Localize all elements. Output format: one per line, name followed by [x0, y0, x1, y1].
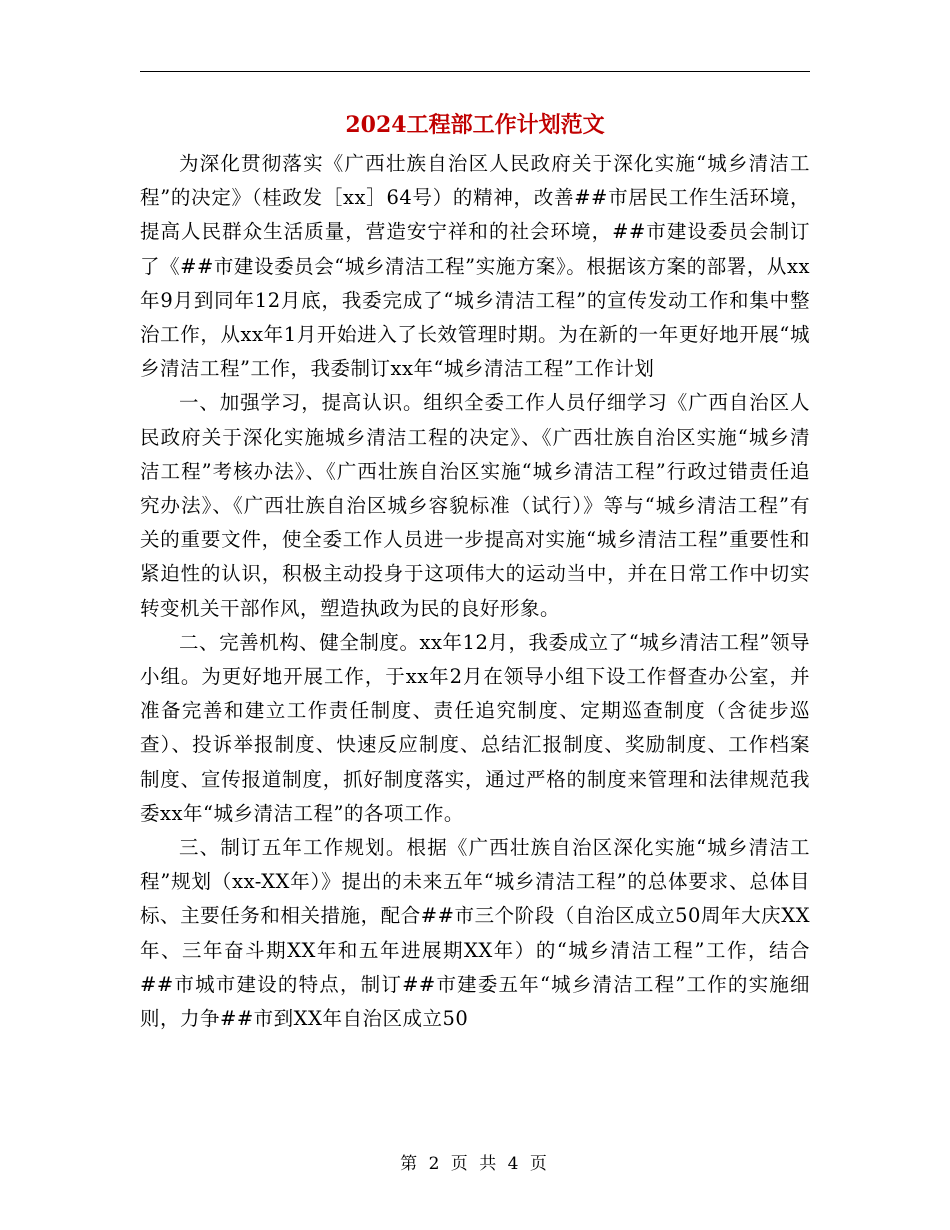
- header-rule: [140, 71, 810, 72]
- page-number: 第 2 页 共 4 页: [400, 1154, 550, 1174]
- paragraph-intro: 为深化贯彻落实《广西壮族自治区人民政府关于深化实施“城乡清洁工程”的决定》（桂政发［xx］64号）的精神，改善##市居民工作生活环境，提高人民群众生活质量，营造安宁祥和的社会环境，##市建设委员会制订了《##市建设委员会“城乡清洁工程”实施方案》。根据该方案的部署，从xx年9月到同年12月底，我委完成了“城乡清洁工程”的宣传发动工作和集中整治工作，从xx年1月开始进入了长效管理时期。为在新的一年更好地开展“城乡清洁工程”工作，我委制订xx年“城乡清洁工程”工作计划: [140, 152, 810, 381]
- paragraph-section-2: 二、完善机构、健全制度。xx年12月，我委成立了“城乡清洁工程”领导小组。为更好地开展工作，于xx年2月在领导小组下设工作督查办公室，并准备完善和建立工作责任制度、责任追究制度、定期巡查制度（含徒步巡查）、投诉举报制度、快速反应制度、总结汇报制度、奖励制度、工作档案制度、宣传报道制度，抓好制度落实，通过严格的制度来管理和法律规范我委xx年“城乡清洁工程”的各项工作。: [140, 630, 810, 825]
- document-title: 2024工程部工作计划范文: [345, 112, 605, 138]
- document-body: [140, 147, 810, 1036]
- paragraph-section-1: 一、加强学习，提高认识。组织全委工作人员仔细学习《广西自治区人民政府关于深化实施城乡清洁工程的决定》、《广西壮族自治区实施“城乡清洁工程”考核办法》、《广西壮族自治区实施“城乡清洁工程”行政过错责任追究办法》、《广西壮族自治区城乡容貌标准（试行）》等与“城乡清洁工程”有关的重要文件，使全委工作人员进一步提高对实施“城乡清洁工程”重要性和紧迫性的认识，积极主动投身于这项伟大的运动当中，并在日常工作中切实转变机关干部作风，塑造执政为民的良好形象。: [140, 391, 810, 620]
- paragraph-section-3: 三、制订五年工作规划。根据《广西壮族自治区深化实施“城乡清洁工程”规划（xx-XX年）》提出的未来五年“城乡清洁工程”的总体要求、总体目标、主要任务和相关措施，配合##市三个阶段（自治区成立50周年大庆XX年、三年奋斗期XX年和五年进展期XX年）的“城乡清洁工程”工作，结合##市城市建设的特点，制订##市建委五年“城乡清洁工程”工作的实施细则，力争##市到XX年自治区成立50: [140, 836, 810, 1031]
